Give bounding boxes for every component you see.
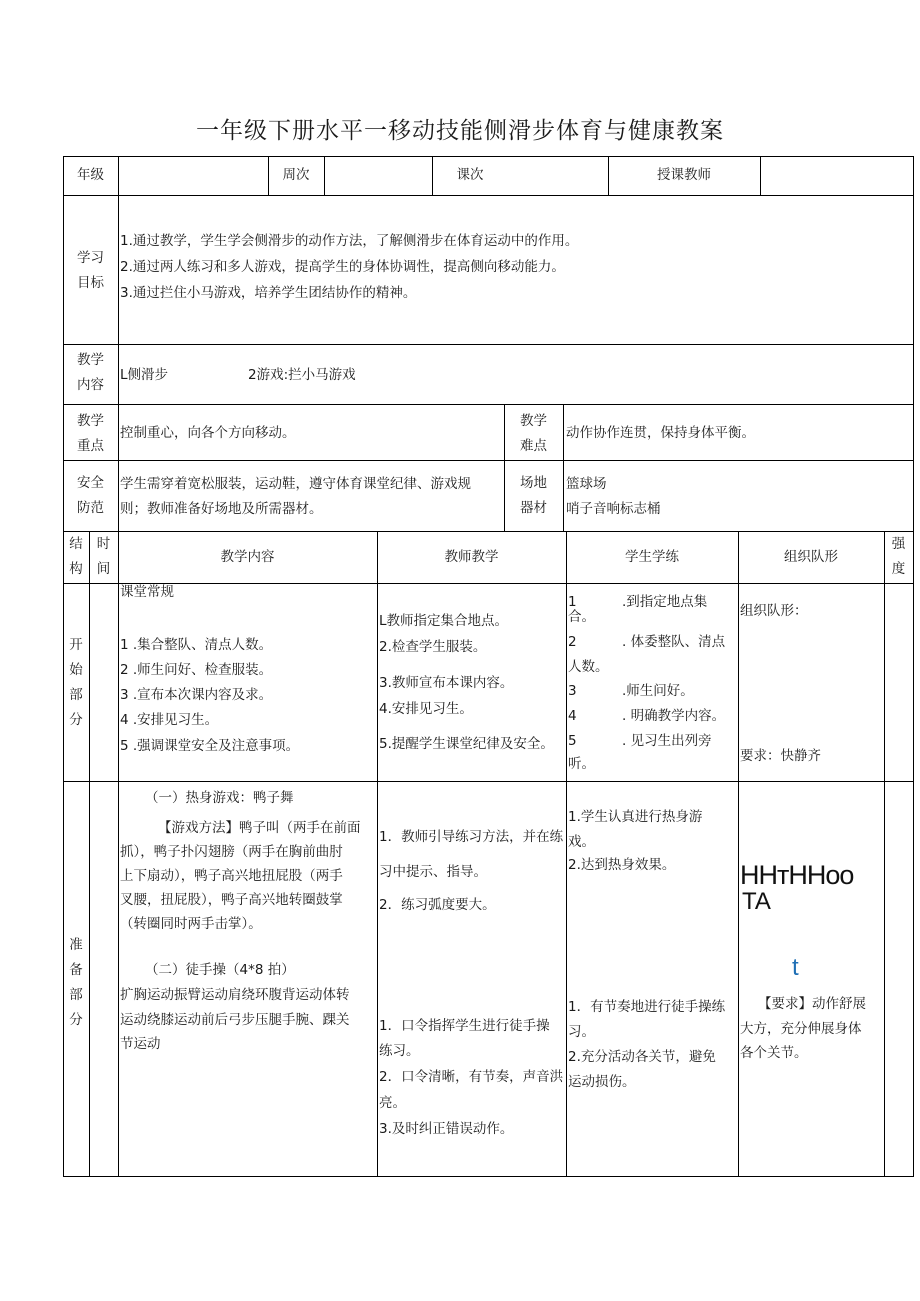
col-teacher: 教师教学 — [444, 549, 499, 565]
start-label-char: 始 — [69, 662, 83, 678]
grid-line — [63, 156, 914, 157]
gym-line: 节运动 — [120, 1036, 161, 1052]
warmup-line: 【游戏方法】鸭子叫（两手在前面 — [158, 820, 361, 836]
prep-teacher-line: 1．教师引导练习方法，并在练 — [379, 829, 564, 845]
difficulty-label-2: 难点 — [520, 438, 547, 454]
prep-formation-req: 【要求】动作舒展 — [758, 996, 866, 1012]
start-student-line: 人数。 — [568, 659, 609, 675]
col-content: 教学内容 — [220, 549, 275, 565]
grid-line — [118, 531, 119, 1176]
grid-line — [377, 531, 378, 1176]
start-content-line: 2 .师生问好、检查服装。 — [120, 662, 273, 678]
grid-line — [63, 404, 914, 405]
teacher-label: 授课教师 — [657, 167, 711, 183]
grid-line — [118, 195, 119, 531]
start-student-line: 听。 — [568, 756, 595, 772]
prep-student-line: 运动损伤。 — [568, 1074, 636, 1090]
start-teacher-line: 4.安排见习生。 — [379, 701, 473, 717]
start-teacher-line: L教师指定集合地点。 — [379, 613, 509, 629]
grid-line — [63, 1176, 914, 1177]
venue-text: 篮球场 — [566, 476, 607, 492]
objective-item: 3.通过拦住小马游戏，培养学生团结协作的精神。 — [120, 285, 417, 301]
start-content-line: 4 .安排见习生。 — [120, 712, 219, 728]
start-student-num: 4 — [568, 708, 577, 724]
gym-title: （二）徒手操（4*8 拍） — [145, 962, 295, 978]
focus-text: 控制重心，向各个方向移动。 — [120, 425, 296, 441]
start-student-line: . 体委整队、清点 — [622, 634, 726, 650]
content-label-1: 教学 — [77, 352, 104, 368]
grid-line — [63, 460, 914, 461]
col-intensity-2: 度 — [891, 561, 906, 577]
grid-line — [760, 156, 761, 195]
start-student-line: 合。 — [568, 609, 595, 625]
objective-item: 1.通过教学，学生学会侧滑步的动作方法，了解侧滑步在体育运动中的作用。 — [120, 233, 579, 249]
col-time-2: 间 — [96, 561, 111, 577]
prep-formation-req: 大方，充分伸展身体 — [740, 1021, 862, 1037]
start-label-char: 部 — [69, 687, 83, 703]
prep-label-char: 部 — [69, 987, 83, 1003]
prep-student-line: 2.达到热身效果。 — [568, 857, 676, 873]
prep-label-char: 备 — [69, 962, 83, 978]
warmup-line: 上下扇动），鸭子高兴地扭屁股（两手 — [120, 868, 343, 884]
start-content-line: 5 .强调课堂安全及注意事项。 — [120, 738, 300, 754]
page-title: 一年级下册水平一移动技能侧滑步体育与健康教案 — [196, 118, 724, 144]
start-formation-label: 组织队形： — [740, 603, 808, 619]
content-item-2: 2游戏:拦小马游戏 — [248, 367, 356, 383]
formation-figure-teacher: t — [792, 954, 799, 981]
week-label: 周次 — [282, 167, 310, 183]
col-time-1: 时 — [96, 536, 111, 552]
col-intensity-1: 强 — [891, 536, 906, 552]
prep-teacher-line: 亮。 — [379, 1095, 406, 1111]
objectives-label-2: 目标 — [77, 275, 104, 291]
grid-line — [738, 531, 739, 1176]
objectives-label-1: 学习 — [77, 250, 104, 266]
prep-student-line: 戏。 — [568, 834, 595, 850]
start-formation-requirement: 要求：快静齐 — [740, 748, 821, 764]
prep-student-line: 习。 — [568, 1024, 595, 1040]
prep-teacher-line: 练习。 — [379, 1043, 420, 1059]
equipment-text: 哨子音响标志桶 — [566, 501, 661, 517]
col-structure-1: 结 — [69, 536, 83, 552]
grid-line — [89, 531, 90, 1176]
venue-label-1: 场地 — [520, 475, 547, 491]
objective-item: 2.通过两人练习和多人游戏，提高学生的身体协调性，提高侧向移动能力。 — [120, 259, 565, 275]
start-student-line: . 明确教学内容。 — [622, 708, 726, 724]
warmup-title: （一）热身游戏：鸭子舞 — [145, 790, 294, 806]
content-item-1: L侧滑步 — [120, 367, 169, 383]
warmup-line: （转圈同时两手击掌）。 — [120, 916, 262, 932]
prep-teacher-line: 3.及时纠正错误动作。 — [379, 1121, 514, 1137]
grid-line — [566, 531, 567, 1176]
grid-line — [913, 156, 914, 1176]
grid-line — [563, 404, 564, 531]
col-structure-2: 构 — [69, 561, 83, 577]
grid-line — [63, 195, 914, 196]
prep-student-line: 1.学生认真进行热身游 — [568, 809, 703, 825]
start-student-line: .到指定地点集 — [622, 594, 708, 610]
difficulty-label-1: 教学 — [520, 413, 547, 429]
prep-teacher-line: 习中提示、指导。 — [379, 864, 487, 880]
start-content-line: 1 .集合整队、清点人数。 — [120, 637, 273, 653]
grid-line — [63, 531, 914, 532]
focus-label-1: 教学 — [77, 413, 104, 429]
col-student: 学生学练 — [625, 549, 679, 565]
prep-label-char: 分 — [69, 1012, 83, 1028]
gym-line: 扩胸运动振臂运动肩绕环腹背运动体转 — [120, 987, 350, 1003]
difficulty-text: 动作协作连贯，保持身体平衡。 — [566, 425, 755, 441]
warmup-line: 抓），鸭子扑闪翅膀（两手在胸前曲肘 — [120, 844, 343, 860]
start-student-num: 2 — [568, 634, 577, 650]
start-label-char: 开 — [69, 637, 83, 653]
start-teacher-line: 3.教师宣布本课内容。 — [379, 675, 514, 691]
start-label-char: 分 — [69, 712, 83, 728]
start-content-line: 课堂常规 — [120, 584, 174, 600]
safety-label-2: 防范 — [77, 500, 104, 516]
lesson-label: 课次 — [456, 167, 484, 183]
venue-label-2: 器材 — [520, 500, 547, 516]
start-student-num: 1 — [568, 594, 577, 610]
grid-line — [63, 781, 914, 782]
grid-line — [324, 156, 325, 195]
prep-teacher-line: 2．口令清晰，有节奏，声音洪 — [379, 1069, 564, 1085]
start-student-num: 3 — [568, 683, 577, 699]
grid-line — [884, 531, 885, 1176]
prep-student-line: 2.充分活动各关节，避免 — [568, 1049, 716, 1065]
safety-text: 学生需穿着宽松服装，运动鞋，遵守体育课堂纪律、游戏规 — [120, 476, 471, 492]
warmup-line: 叉腰，扭屁股），鸭子高兴地转圈鼓掌 — [120, 892, 343, 908]
safety-text: 则；教师准备好场地及所需器材。 — [120, 501, 323, 517]
gym-line: 运动绕膝运动前后弓步压腿手腕、踝关 — [120, 1012, 350, 1028]
start-student-line: . 见习生出列旁 — [622, 733, 712, 749]
grade-label: 年级 — [77, 167, 104, 183]
start-teacher-line: 5.提醒学生课堂纪律及安全。 — [379, 736, 554, 752]
col-formation: 组织队形 — [784, 549, 838, 565]
focus-label-2: 重点 — [77, 438, 104, 454]
start-student-num: 5 — [568, 733, 577, 749]
prep-label-char: 准 — [69, 937, 83, 953]
start-teacher-line: 2.检查学生服装。 — [379, 639, 487, 655]
start-student-line: .师生问好。 — [622, 683, 694, 699]
safety-label-1: 安全 — [77, 475, 104, 491]
grid-line — [63, 583, 914, 584]
content-label-2: 内容 — [77, 377, 104, 393]
prep-teacher-line: 2．练习弧度要大。 — [379, 897, 496, 913]
start-content-line: 3 .宣布本次课内容及求。 — [120, 687, 273, 703]
prep-formation-req: 各个关节。 — [740, 1045, 808, 1061]
formation-figure-row-2: TA — [742, 888, 771, 915]
formation-figure-row-1: HHтHHoo — [740, 860, 854, 890]
prep-student-line: 1．有节奏地进行徒手操练 — [568, 999, 726, 1015]
grid-line — [118, 156, 119, 195]
prep-teacher-line: 1．口令指挥学生进行徒手操 — [379, 1018, 550, 1034]
grid-line — [63, 344, 914, 345]
